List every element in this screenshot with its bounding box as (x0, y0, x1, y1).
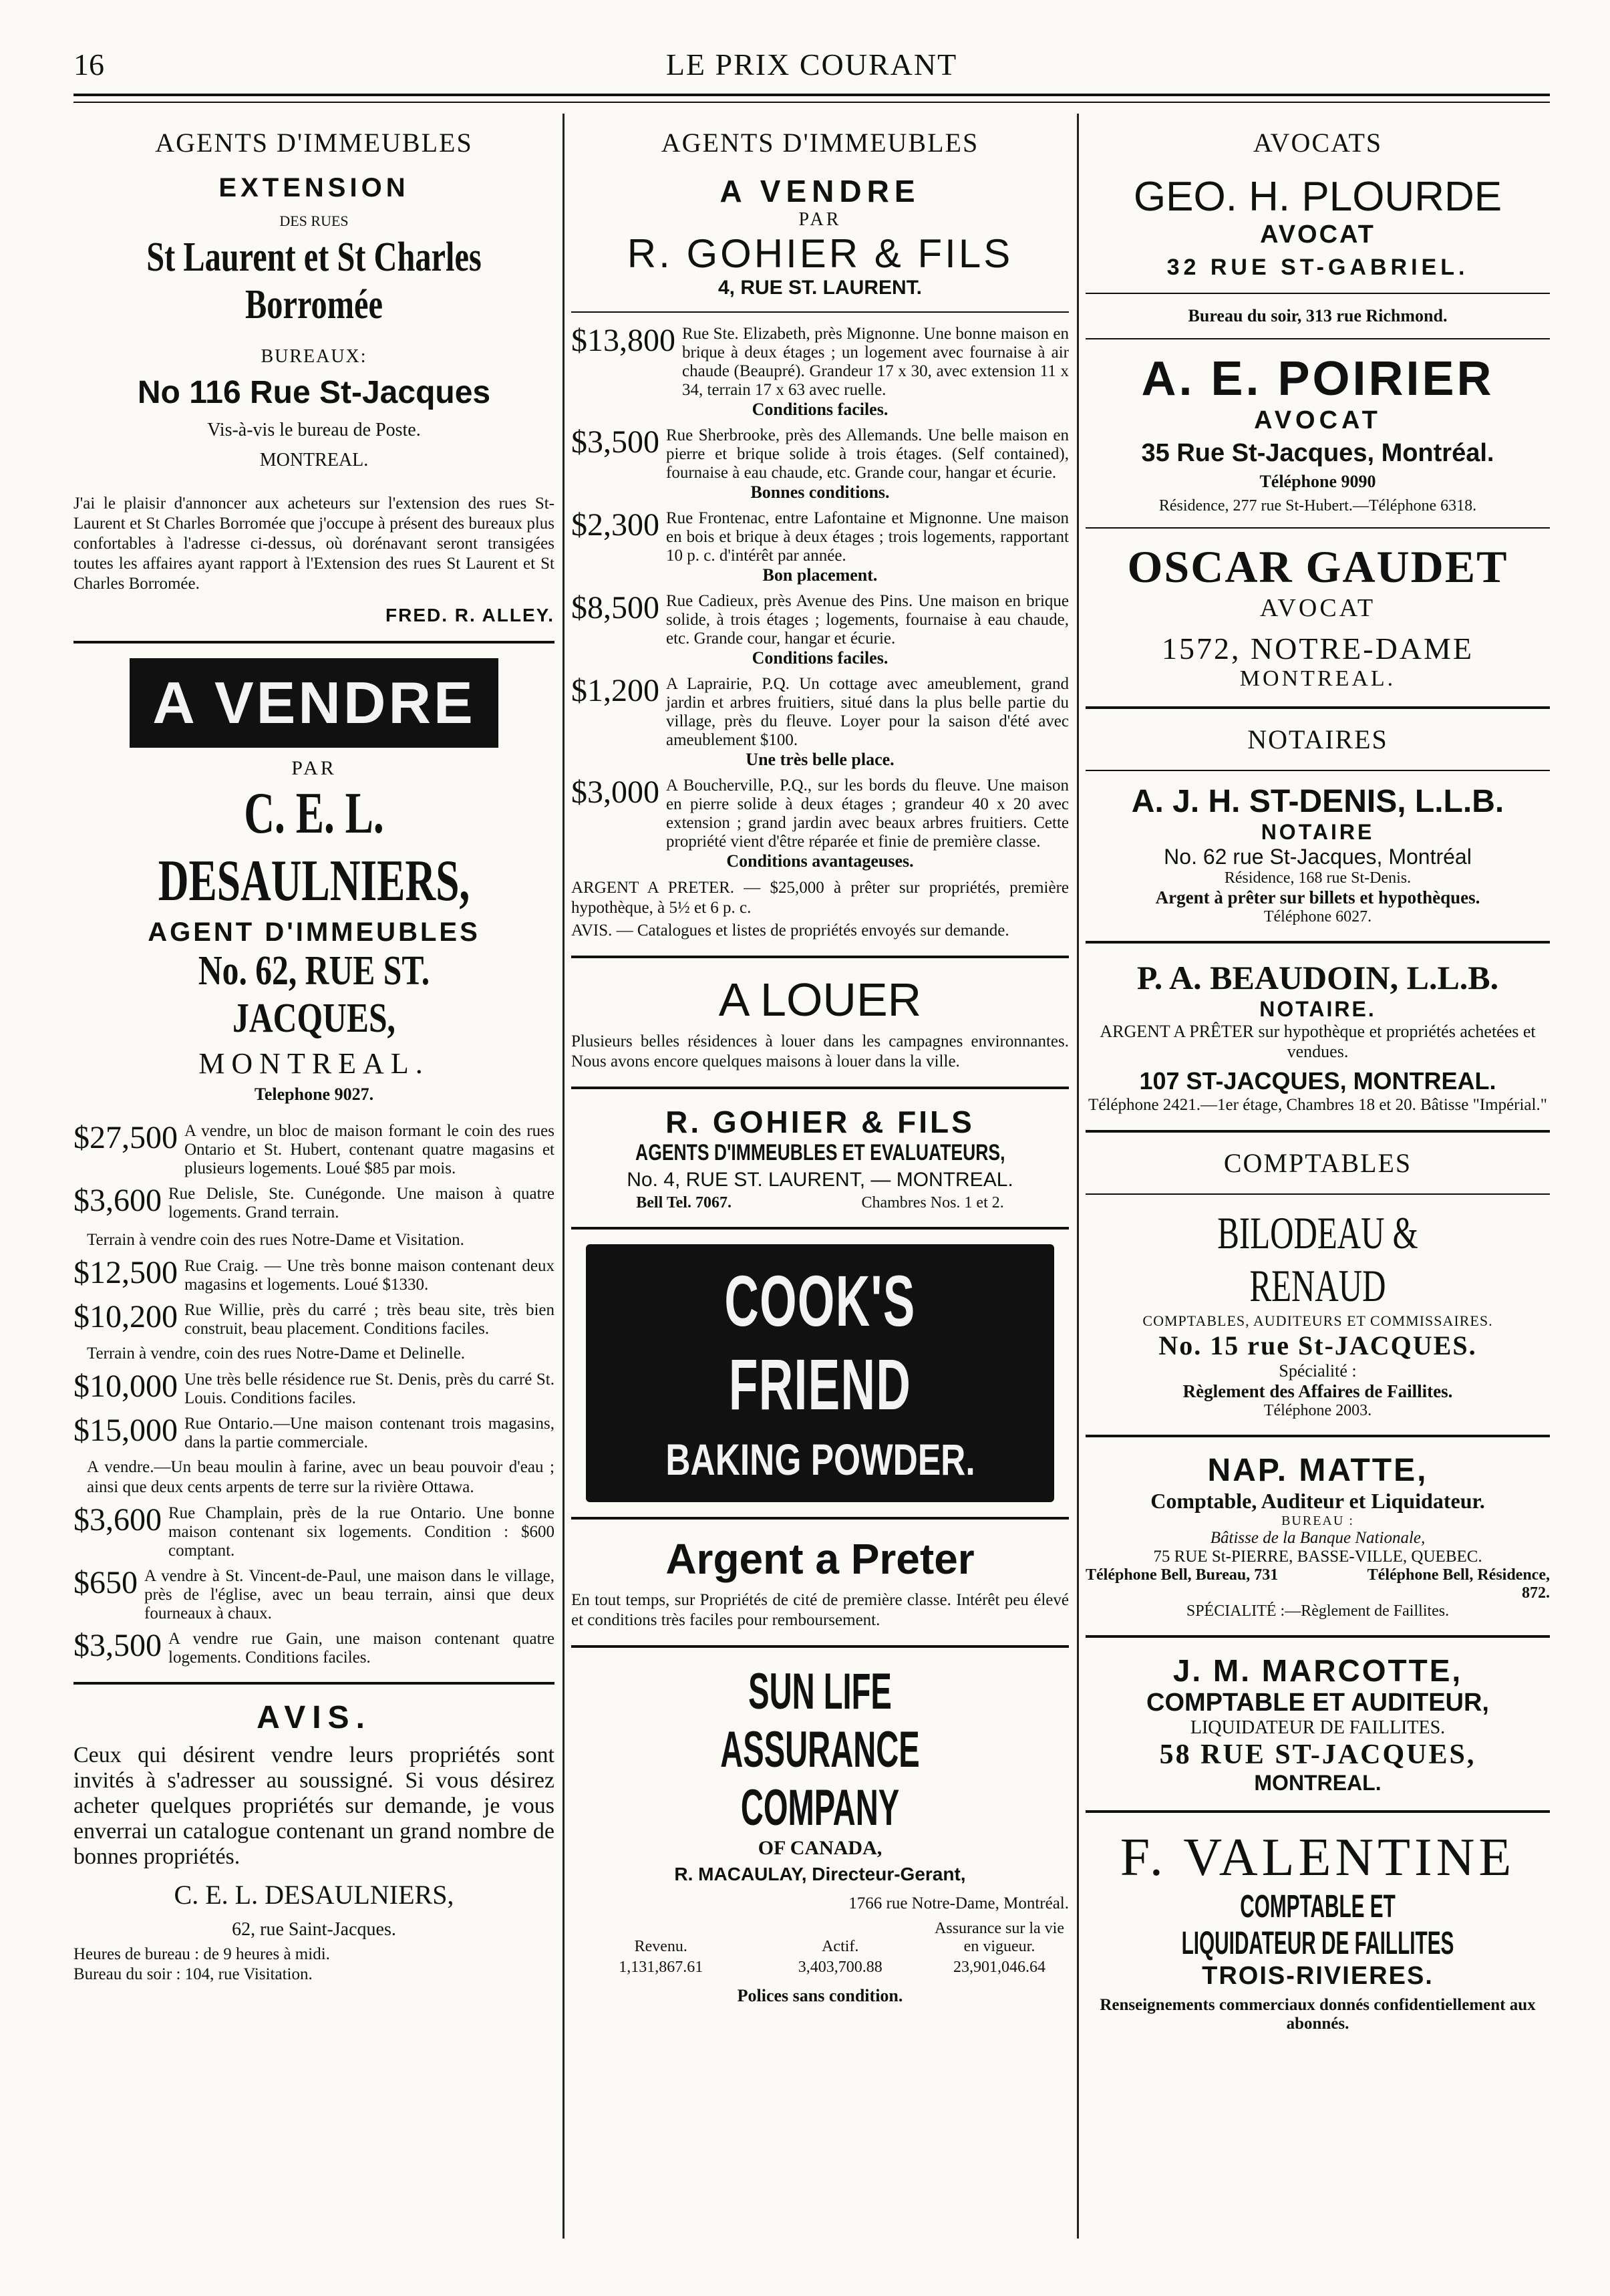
ad-residence: Résidence, 168 rue St-Denis. (1224, 869, 1412, 887)
ad-spec-label: Spécialité : (1279, 1361, 1357, 1381)
listing (73, 1185, 554, 1222)
ad-city: MONTREAL. (259, 450, 369, 470)
listing (73, 1257, 554, 1294)
ad-address: No. 15 rue St-JACQUES. (1158, 1330, 1477, 1360)
cooks-friend-ad (586, 1244, 1054, 1502)
listing-text: Rue Cadieux, près Avenue des Pins. Une maison en brique solide, à trois étages ; logements, fournaise à eau chaude, etc. Grande cour, hangar et écurie. (666, 592, 1069, 648)
table-header: Revenu. (634, 1938, 687, 1955)
ad-city: TROIS-RIVIERES. (1202, 1962, 1434, 1990)
table-cell: 23,901,046.64 (953, 1959, 1045, 1976)
avis-hours: Bureau du soir : 104, rue Visitation. (73, 1965, 313, 1983)
ad-note: Bureau du soir, 313 rue Richmond. (1188, 306, 1448, 325)
ad-name: A. E. POIRIER (1141, 352, 1494, 406)
listing-price: $8,500 (571, 590, 659, 625)
ad-role: COMPTABLE ET LIQUIDATEUR DE FAILLITES (1181, 1889, 1454, 1961)
ad-bureau: BUREAU : (1281, 1514, 1354, 1528)
listing-price: $10,200 (73, 1299, 178, 1334)
listing-price: $3,500 (571, 424, 659, 460)
listing (571, 325, 1069, 420)
ad-title: EXTENSION (218, 173, 410, 202)
listing (73, 1301, 554, 1338)
column-right (1086, 114, 1550, 2239)
ad-address: No 116 Rue St-Jacques (137, 375, 491, 410)
ad-address: 32 RUE ST-GABRIEL. (1166, 255, 1469, 280)
ad-spec: Règlement des Affaires de Faillites. (1182, 1381, 1453, 1401)
ad-streets: St Laurent et St Charles Borromée (146, 235, 482, 327)
sunlife-footer: Polices sans condition. (737, 1986, 903, 2005)
sunlife-table (571, 1918, 1069, 1978)
ad-address: 75 RUE St-PIERRE, BASSE-VILLE, QUEBEC. (1153, 1548, 1482, 1566)
ad-city: MONTREAL. (1239, 666, 1396, 691)
ad-title: AVOCAT (1254, 406, 1382, 434)
listing (571, 592, 1069, 668)
ad-address: 35 Rue St-Jacques, Montréal. (1141, 439, 1494, 467)
ad-signature: FRED. R. ALLEY. (385, 605, 554, 625)
listing-text: A vendre, un bloc de maison formant le coin des rues Ontario et St. Hubert, contenant quatre magasins et plusieurs logements. Loué $85 par mois. (184, 1122, 554, 1177)
ad-name: R. GOHIER & FILS (627, 231, 1013, 276)
ad-address: No. 62 rue St-Jacques, Montréal (1164, 845, 1472, 869)
section-heading: AGENTS D'IMMEUBLES (155, 128, 473, 158)
ad-spec: SPÉCIALITÉ :—Règlement de Faillites. (1186, 1602, 1450, 1620)
listing (73, 1630, 554, 1667)
ad-rooms: Chambres Nos. 1 et 2. (861, 1194, 1004, 1211)
ad-address: 1572, NOTRE-DAME (1161, 631, 1474, 666)
page-number: 16 (73, 47, 104, 82)
listing-text: A vendre.—Un beau moulin à farine, avec un beau pouvoir d'eau ; ainsi que deux cents arpents de terre sur la rivière Ottawa. (87, 1458, 554, 1496)
listing-price: $27,500 (73, 1120, 178, 1155)
ad-address: No. 4, RUE ST. LAURENT, — MONTREAL. (627, 1169, 1013, 1191)
listing-condition: Conditions faciles. (752, 400, 889, 419)
header-rule (73, 94, 1550, 96)
ad-title: A VENDRE (719, 174, 921, 208)
listing (73, 1567, 554, 1623)
listing (73, 1504, 554, 1560)
avis-body: Ceux qui désirent vendre leurs propriétés sont invités à s'adresser au soussigné. Si vous désirez acheter quelques propriétés sur demande, je vous enverrai un catalogue contenant un grand nombre de bonnes propriétés. (73, 1743, 554, 1869)
sunlife-director: R. MACAULAY, Directeur-Gerant, (674, 1864, 966, 1884)
ad-note: ARGENT A PRÊTER sur hypothèque et propriétés achetées et vendues. (1100, 1022, 1536, 1061)
ad-role: AGENT D'IMMEUBLES (148, 917, 480, 947)
table-cell: 1,131,867.61 (619, 1959, 703, 1976)
ad-city: MONTREAL. (198, 1047, 430, 1080)
listing-text: Rue Delisle, Ste. Cunégonde. Une maison à quatre logements. Grand terrain. (168, 1185, 554, 1222)
listing (571, 509, 1069, 585)
ad-info: Renseignements commerciaux donnés confidentiellement aux abonnés. (1100, 1996, 1536, 2033)
ad-phone: Bell Tel. 7067. (636, 1194, 732, 1211)
ad-role: COMPTABLES, AUDITEURS ET COMMISSAIRES. (1142, 1312, 1493, 1329)
ad-body: J'ai le plaisir d'annoncer aux acheteurs sur l'extension des rues St-Laurent et St Charles Borromée que j'occupe à présent des bureaux plus confortables à l'adresse ci-dessus, où dorénavant seront transigées toutes les affaires ayant rapport à l'Extension des rues St Laurent et St Charles Borromée. (73, 494, 554, 593)
a-vendre-banner: A VENDRE (130, 658, 498, 748)
listing-price: $3,600 (73, 1183, 162, 1218)
ad-phone: Téléphone Bell, Résidence, 872. (1367, 1566, 1550, 1602)
listing-text: Rue Champlain, près de la rue Ontario. Une bonne maison contenant six logements. Condition : $600 comptant. (168, 1504, 554, 1560)
listing-price: $15,000 (73, 1413, 178, 1448)
ad-name: A. J. H. ST-DENIS, L.L.B. (1131, 784, 1504, 819)
listing-text: Rue Sherbrooke, près des Allemands. Une belle maison en pierre et brique solide à trois étages. (Self contained), fournaise à eau chaude, etc. Grande cour, hangar et écurie. (666, 426, 1069, 482)
listing-text: A Boucherville, P.Q., sur les bords du fleuve. Une maison en pierre solide à deux étages ; grandeur 40 x 20 avec extension ; grand jardin avec beaux arbres fruitiers. Cette propriété vient d'être réparée et finie de première classe. (666, 776, 1069, 851)
listing (571, 426, 1069, 503)
listing-text: A Laprairie, P.Q. Un cottage avec ameublement, grand jardin et arbres fruitiers, situé dans la plus belle partie du village, près du fleuve. Loyer pour la saison d'été avec ameublement $100. (666, 675, 1069, 749)
ad-title: AVOCAT (1259, 594, 1376, 622)
listing-text: Rue Craig. — Une très bonne maison contenant deux magasins et logements. Loué $1330. (184, 1257, 554, 1294)
header-rule-thin (73, 102, 1550, 103)
ad-product: BAKING POWDER. (665, 1435, 975, 1484)
ad-phone: Téléphone 6027. (1263, 908, 1372, 925)
listing-condition: Bon placement. (762, 565, 878, 585)
column-left (73, 114, 554, 2239)
ad-name: J. M. MARCOTTE, (1172, 1653, 1463, 1688)
ad-brand: COOK'S FRIEND (724, 1260, 916, 1425)
ad-batisse: Bâtisse de la Banque Nationale, (1210, 1529, 1426, 1547)
section-heading: AGENTS D'IMMEUBLES (661, 128, 979, 158)
argent-preter-title: Argent a Preter (665, 1535, 975, 1583)
a-louer-title: A LOUER (718, 974, 922, 1026)
avis-address: 62, rue Saint-Jacques. (232, 1919, 396, 1940)
ad-name: OSCAR GAUDET (1127, 541, 1508, 592)
table-cell: 3,403,700.88 (798, 1959, 882, 1976)
avis-name: C. E. L. DESAULNIERS, (174, 1880, 454, 1910)
listing-condition: Bonnes conditions. (750, 482, 890, 502)
listing (73, 1371, 554, 1408)
sunlife-address: 1766 rue Notre-Dame, Montréal. (848, 1894, 1069, 1912)
section-heading: AVOCATS (1253, 128, 1383, 158)
listing-price: $2,300 (571, 507, 659, 543)
ad-par: PAR (798, 209, 842, 230)
ad-title: NOTAIRE (1261, 820, 1375, 844)
ad-role2: LIQUIDATEUR DE FAILLITES. (1190, 1717, 1446, 1738)
listing-condition: Conditions avantageuses. (726, 851, 914, 871)
sunlife-of: OF CANADA, (758, 1837, 882, 1859)
ad-phone: Téléphone 9090 (1259, 472, 1376, 491)
table-header: Actif. (822, 1938, 859, 1955)
ad-name: R. GOHIER & FILS (665, 1105, 975, 1139)
listing-text: Rue Willie, près du carré ; très beau site, très bien construit, beau placement. Conditions faciles. (184, 1301, 554, 1338)
listing (73, 1122, 554, 1178)
listing-text: A vendre à St. Vincent-de-Paul, une maison dans le village, près de l'église, avec un beau terrain, ainsi que deux fourneaux à chaux. (144, 1567, 554, 1622)
ad-name: P. A. BEAUDOIN, L.L.B. (1136, 959, 1499, 996)
listing-price: $3,600 (73, 1502, 162, 1538)
ad-name: C. E. L. DESAULNIERS, (158, 781, 470, 913)
ad-name: F. VALENTINE (1120, 1828, 1516, 1887)
page-header (73, 47, 1550, 87)
listing (571, 776, 1069, 871)
avis-hours: Heures de bureau : de 9 heures à midi. (73, 1945, 330, 1963)
ad-phone: Telephone 9027. (254, 1085, 374, 1104)
avis-title: AVIS. (257, 1700, 371, 1735)
ad-address: 58 RUE ST-JACQUES, (1159, 1739, 1476, 1770)
listing-text: Rue Ste. Elizabeth, près Mignonne. Une bonne maison en brique à deux étages ; un logement avec fournaise à air chaude (Beaupré). Grandeur 17 x 30, avec extension 11 x 34, terrain 17 x 63 avec ruelle. (682, 325, 1069, 399)
ad-name: GEO. H. PLOURDE (1133, 174, 1502, 220)
section-heading: COMPTABLES (1223, 1148, 1412, 1178)
listing (73, 1415, 554, 1452)
ad-bureaux: BUREAUX: (261, 346, 367, 367)
listing-price: $3,000 (571, 774, 659, 810)
table-header: Assurance sur la vie en vigueur. (935, 1920, 1064, 1955)
avis-note: AVIS. — Catalogues et listes de propriétés envoyés sur demande. (571, 921, 1009, 940)
listing-price: $12,500 (73, 1255, 178, 1290)
ad-title: NOTAIRE. (1259, 997, 1376, 1021)
ad-role: COMPTABLE ET AUDITEUR, (1146, 1689, 1489, 1717)
listing-price: $3,500 (73, 1628, 162, 1663)
listing-text: Une très belle résidence rue St. Denis, près du carré St. Louis. Conditions faciles. (184, 1371, 554, 1407)
ad-address: 4, RUE ST. LAURENT. (717, 277, 923, 299)
listing-text: Terrain à vendre, coin des rues Notre-Dame et Delinelle. (87, 1344, 466, 1362)
ad-name: NAP. MATTE, (1207, 1453, 1428, 1488)
listing-condition: Conditions faciles. (752, 648, 889, 668)
listing-price: $10,000 (73, 1369, 178, 1404)
ad-note: Vis-à-vis le bureau de Poste. (207, 420, 421, 440)
ad-role: Comptable, Auditeur et Liquidateur. (1150, 1489, 1485, 1513)
ad-phone: Téléphone 2003. (1263, 1402, 1372, 1419)
listing-price: $13,800 (571, 323, 675, 358)
section-heading: NOTAIRES (1247, 724, 1388, 754)
ad-residence: Résidence, 277 rue St-Hubert.—Téléphone 6318. (1158, 497, 1477, 515)
ad-subtitle: DES RUES (279, 212, 349, 229)
a-louer-body: Plusieurs belles résidences à louer dans les campagnes environnantes. Nous avons encore quelques maisons à louer dans la ville. (571, 1032, 1069, 1070)
ad-title: AVOCAT (1260, 221, 1376, 249)
listing-text: Rue Ontario.—Une maison contenant trois magasins, dans la partie commerciale. (184, 1415, 554, 1451)
argent-preter-body: En tout temps, sur Propriétés de cité de première classe. Intérêt peu élevé et conditions très faciles pour remboursement. (571, 1591, 1069, 1629)
ad-par: PAR (291, 757, 337, 779)
listing-text: Rue Frontenac, entre Lafontaine et Mignonne. Une maison en bois et brique à deux étages ; trois logements, rapportant 10 p. c. d'intérêt par année. (666, 509, 1069, 565)
ad-city: MONTREAL. (1254, 1771, 1382, 1795)
listing-text: Terrain à vendre coin des rues Notre-Dame et Visitation. (87, 1231, 464, 1249)
ad-address: 107 ST-JACQUES, MONTREAL. (1139, 1067, 1496, 1095)
listing-text: A vendre rue Gain, une maison contenant quatre logements. Conditions faciles. (168, 1630, 554, 1667)
ad-note: Argent à prêter sur billets et hypothèques. (1155, 887, 1480, 907)
ad-phone: Téléphone Bell, Bureau, 731 (1086, 1566, 1279, 1584)
page-title: LE PRIX COURANT (665, 47, 958, 82)
sunlife-name: SUN LIFE ASSURANCE COMPANY (720, 1663, 920, 1836)
listing-price: $1,200 (571, 673, 659, 708)
listing-condition: Une très belle place. (746, 750, 895, 769)
listing-price: $650 (73, 1565, 138, 1600)
column-middle (571, 114, 1069, 2239)
listing (571, 675, 1069, 770)
argent-note: ARGENT A PRETER. — $25,000 à prêter sur propriétés, première hypothèque, à 5½ et 6 p. c. (571, 879, 1069, 917)
ad-phone: Téléphone 2421.—1er étage, Chambres 18 et 20. Bâtisse "Impérial." (1088, 1096, 1547, 1114)
ad-address: No. 62, RUE ST. JACQUES, (198, 948, 430, 1041)
ad-name: BILODEAU & RENAUD (1217, 1207, 1418, 1311)
ad-role: AGENTS D'IMMEUBLES ET EVALUATEURS, (635, 1140, 1005, 1165)
